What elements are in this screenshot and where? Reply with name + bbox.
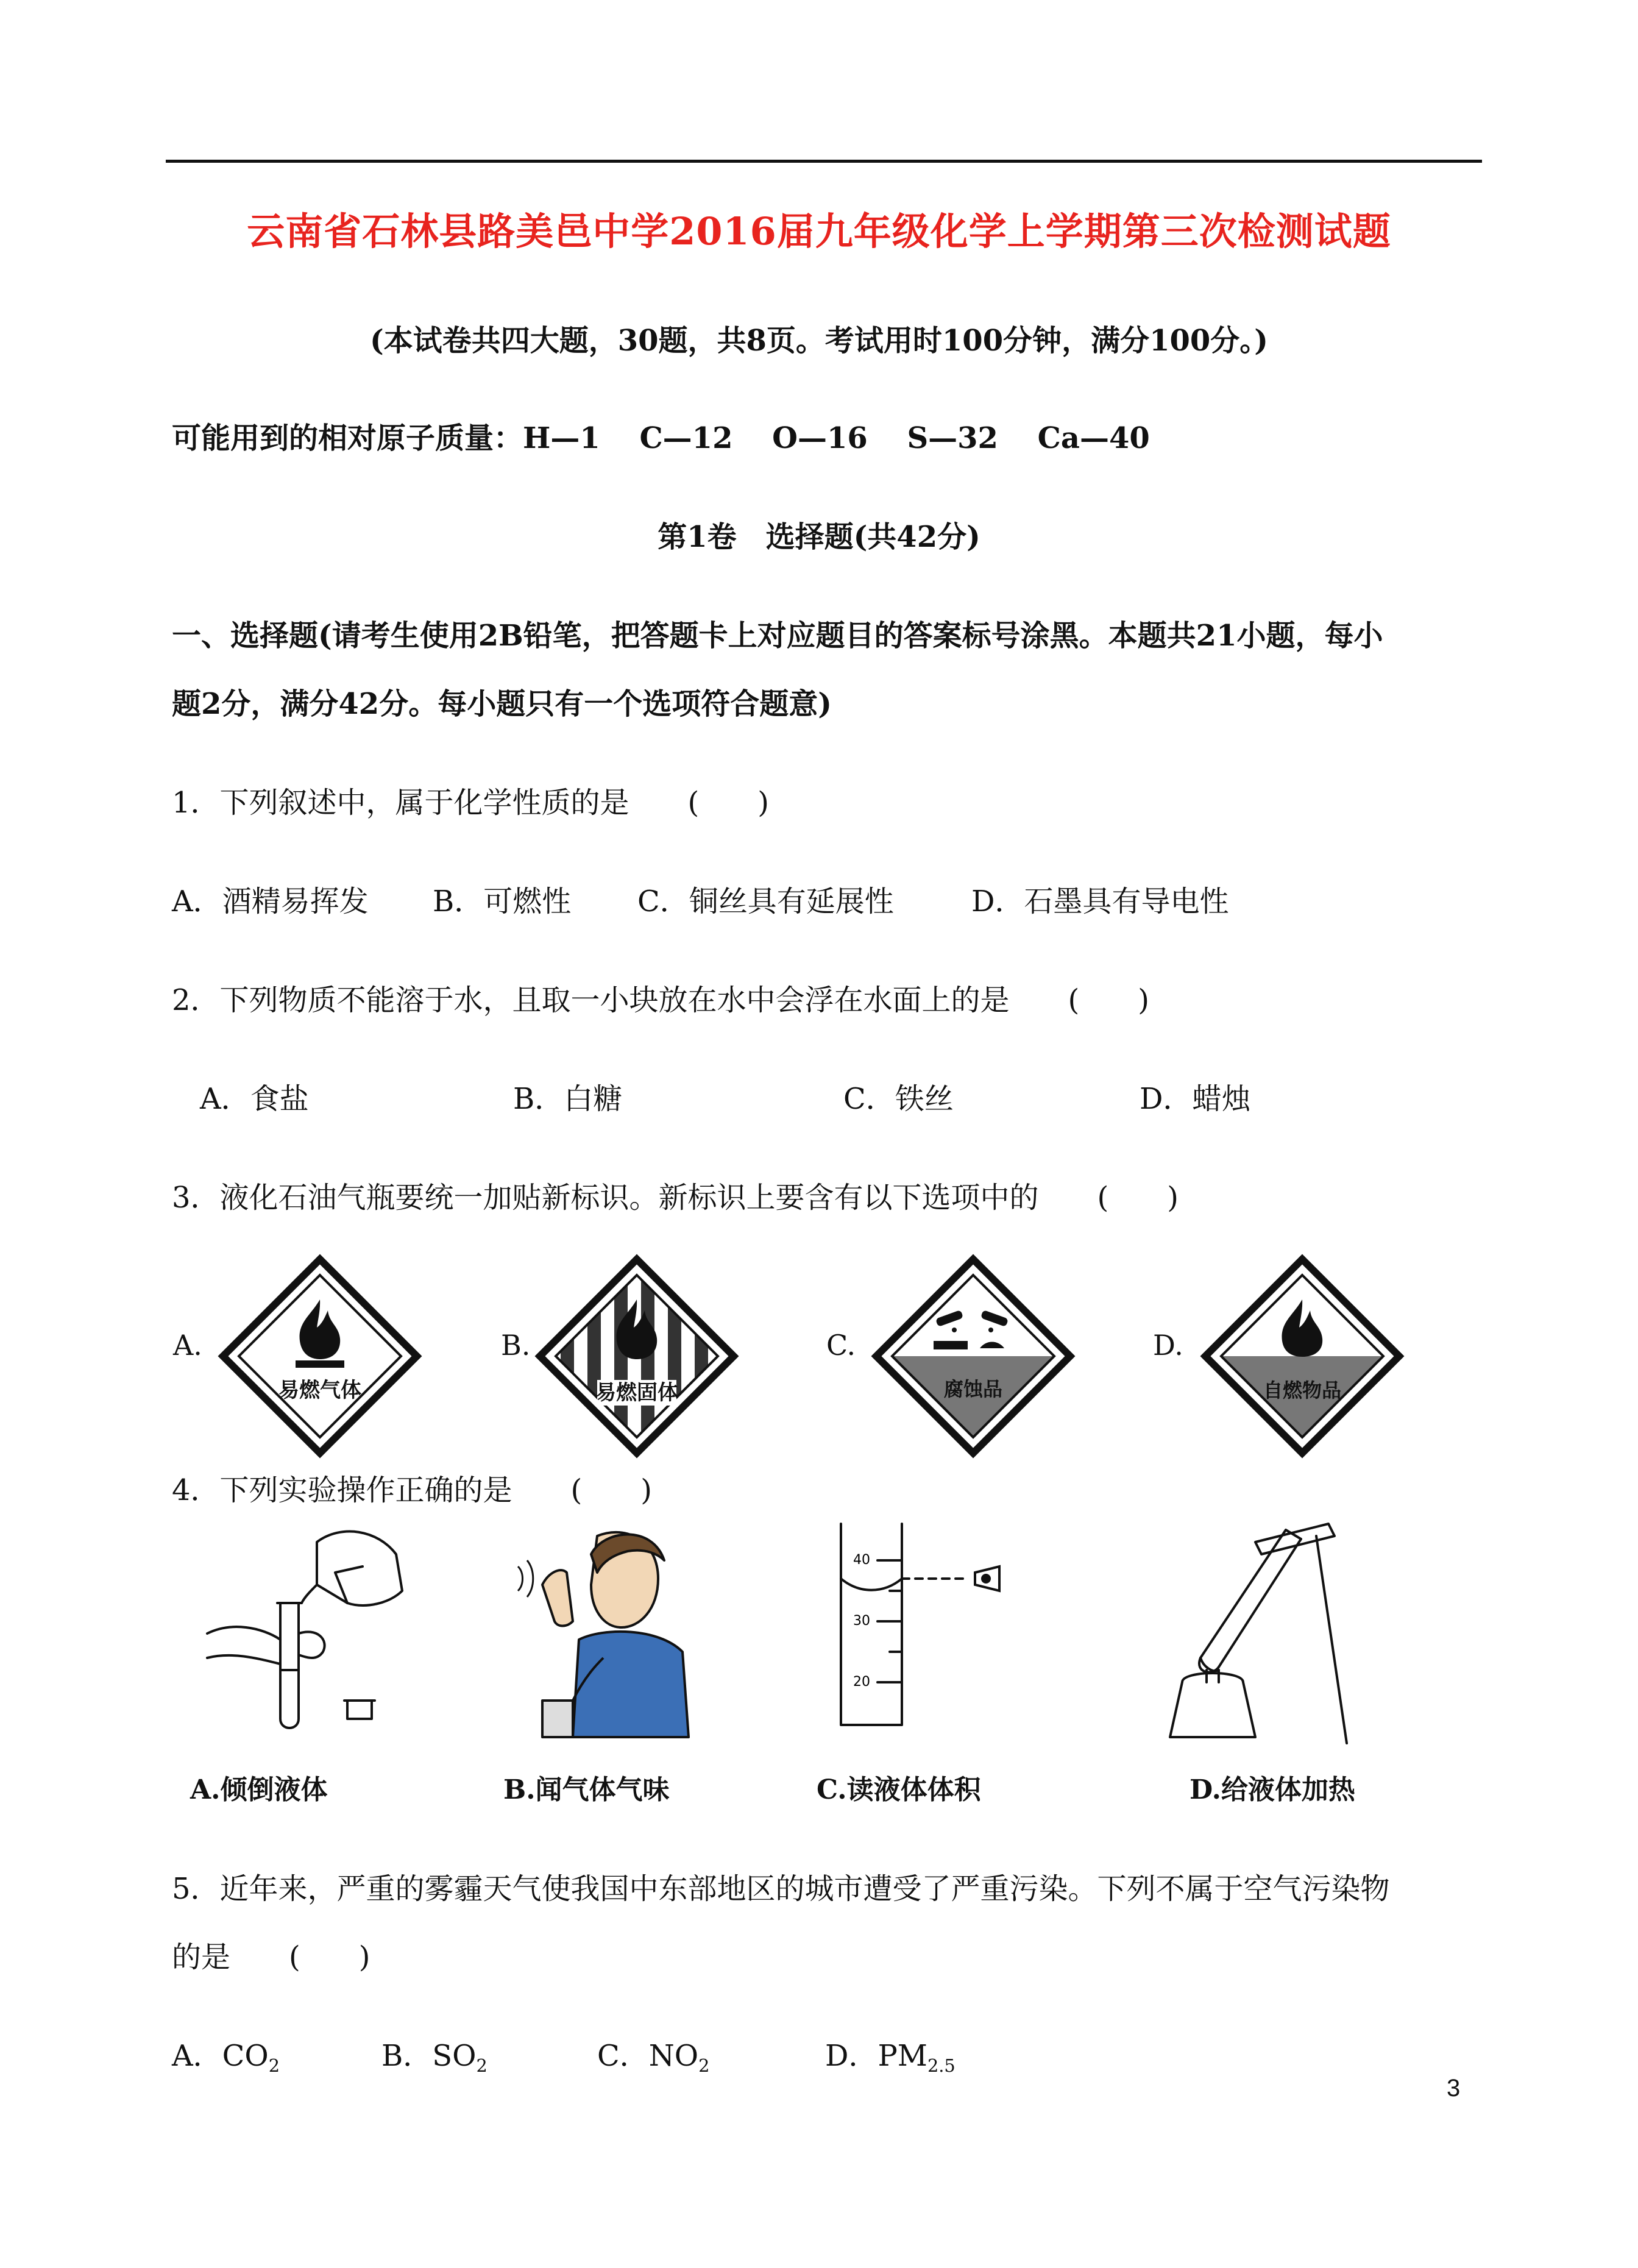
- q2-option-c: C．铁丝: [843, 1082, 954, 1116]
- q2-option-d: D．蜡烛: [1140, 1082, 1251, 1116]
- atomic-masses: 可能用到的相对原子质量：H—1 C—12 O—16 S—32 Ca—40: [172, 421, 1150, 455]
- pouring-liquid-illustration: [195, 1518, 427, 1749]
- q5-option-b: B．$SO_2$: [381, 2039, 488, 2077]
- eye-icon: [981, 1574, 991, 1584]
- question-5-stem-line-1: 5．近年来，严重的雾霾天气使我国中东部地区的城市遭受了严重污染。下列不属于空气污染物: [172, 1872, 1390, 1906]
- page-title: 云南省石林县路美邑中学2016届九年级化学上学期第三次检测试题: [247, 209, 1391, 254]
- sign-c-text: 腐蚀品: [943, 1378, 1003, 1401]
- q2-option-b: B．白糖: [513, 1082, 623, 1116]
- q1-option-d: D．石墨具有导电性: [971, 884, 1229, 919]
- q1-option-b: B．可燃性: [433, 884, 572, 919]
- flammable-gas-sign: [219, 1256, 420, 1457]
- instructions-line-2: 题2分，满分42分。每小题只有一个选项符合题意): [172, 687, 832, 721]
- cylinder-tick-30: 30: [853, 1613, 870, 1629]
- question-5-stem-line-2: 的是 ( ): [172, 1940, 370, 1974]
- q5-option-c: C．$NO_2$: [597, 2039, 710, 2077]
- spontaneous-combustion-sign: [1202, 1256, 1403, 1457]
- q3-option-d-label: D.: [1153, 1329, 1183, 1362]
- q5-option-a: A．$CO_2$: [172, 2039, 280, 2077]
- q4-caption-b: B.闻气体气味: [503, 1774, 670, 1805]
- exam-info: (本试卷共四大题，30题，共8页。考试用时100分钟，满分100分。): [369, 324, 1268, 358]
- q3-option-b-label: B.: [501, 1329, 531, 1362]
- question-1-stem: 1．下列叙述中，属于化学性质的是 ( ): [172, 786, 769, 820]
- smelling-gas-illustration: [506, 1518, 707, 1749]
- cylinder-tick-40: 40: [853, 1552, 870, 1568]
- sign-b-text: 易燃固体: [595, 1381, 678, 1405]
- section-heading: 第1卷 选择题(共42分): [658, 520, 980, 554]
- q1-option-c: C．铜丝具有延展性: [637, 884, 894, 919]
- q1-option-a: A．酒精易挥发: [172, 884, 369, 919]
- q3-option-c-label: C.: [826, 1329, 856, 1362]
- q4-caption-c: C.读液体体积: [817, 1774, 981, 1805]
- header-rule: [166, 160, 1482, 163]
- cylinder-tick-20: 20: [853, 1674, 870, 1690]
- q4-caption-d: D.给液体加热: [1190, 1774, 1355, 1805]
- q4-caption-a: A.倾倒液体: [190, 1774, 328, 1805]
- sign-a-text: 易燃气体: [278, 1378, 361, 1402]
- flammable-solid-sign: [536, 1256, 737, 1457]
- sign-d-text: 自燃物品: [1263, 1379, 1342, 1402]
- heating-liquid-illustration: [1146, 1512, 1365, 1749]
- page-number: 3: [1447, 2075, 1461, 2102]
- reading-volume-illustration: [829, 1518, 1030, 1749]
- question-2-stem: 2．下列物质不能溶于水，且取一小块放在水中会浮在水面上的是 ( ): [172, 983, 1149, 1017]
- q3-option-a-label: A.: [173, 1329, 202, 1362]
- q5-option-d: D．$PM_{2.5}$: [825, 2039, 956, 2077]
- instructions-line-1: 一、选择题(请考生使用2B铅笔，把答题卡上对应题目的答案标号涂黑。本题共21小题，每小: [172, 619, 1383, 653]
- corrosive-sign: [873, 1256, 1074, 1457]
- question-3-stem: 3．液化石油气瓶要统一加贴新标识。新标识上要含有以下选项中的 ( ): [172, 1181, 1179, 1215]
- q2-option-a: A．食盐: [200, 1082, 309, 1116]
- question-4-stem: 4．下列实验操作正确的是 ( ): [172, 1473, 652, 1507]
